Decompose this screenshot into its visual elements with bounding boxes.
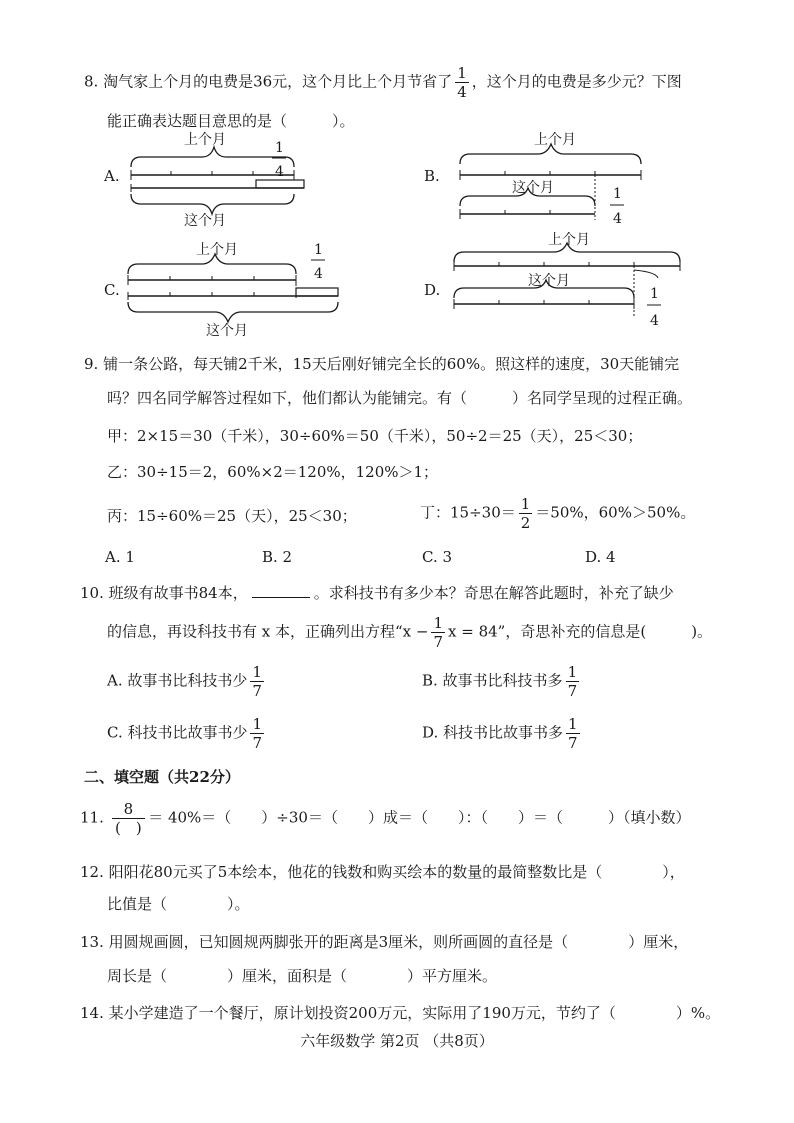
q8-option-b-top-label: 上个月 bbox=[534, 132, 576, 148]
q8-option-b-bottom-label: 这个月 bbox=[512, 180, 554, 196]
q8-option-a-diagram bbox=[100, 128, 320, 228]
q10-choice-c: C. 科技书比故事书少 $\frac{1}{7}$ bbox=[107, 715, 263, 752]
q9-choice-d: D. 4 bbox=[585, 548, 616, 566]
q8-line2: 能正确表达题目意思的是（ ）。 bbox=[107, 112, 355, 130]
q10-choice-a: A. 故事书比科技书少 $\frac{1}{7}$ bbox=[107, 663, 262, 700]
page-footer: 六年级数学 第2页 （共8页） bbox=[300, 1032, 494, 1050]
q11-line: 11. $\frac{8}{( )}$ ＝ 40%＝（ ）÷30＝（ ）成＝（ ）：（ ）＝（ ）（填小数） bbox=[80, 800, 691, 837]
q10-choice-d: D. 科技书比故事书多 $\frac{1}{7}$ bbox=[422, 715, 578, 752]
q13-line1: 13. 用圆规画圆，已知圆规两脚张开的距离是3厘米，则所画圆的直径是（ ）厘米， bbox=[80, 933, 689, 951]
q8-option-a-bottom-label: 这个月 bbox=[184, 213, 226, 228]
q12-line1: 12. 阳阳花80元买了5本绘本，他花的钱数和购买绘本的数量的最简整数比是（ ）， bbox=[80, 863, 685, 881]
q8-option-b-letter: B. bbox=[424, 167, 440, 185]
svg-text:4: 4 bbox=[275, 164, 284, 180]
q8-option-c-diagram bbox=[100, 238, 340, 343]
q10-blank bbox=[252, 583, 310, 598]
svg-text:1: 1 bbox=[650, 286, 659, 302]
svg-text:1: 1 bbox=[613, 186, 622, 202]
q9-bing: 丙：15÷60%＝25（天），25＜30； bbox=[107, 507, 357, 525]
q8-option-c-letter: C. bbox=[104, 281, 120, 299]
q9-ding: 丁：15÷30＝ $\frac{1}{2}$ ＝50%，60%＞50%。 bbox=[420, 495, 696, 532]
q9-line1: 9. 铺一条公路，每天铺2千米，15天后刚好铺完全长的60%。照这样的速度，30天能铺完 bbox=[84, 355, 680, 373]
q14-line1: 14. 某小学建造了一个餐厅，原计划投资200万元，实际用了190万元，节约了（ ）%。 bbox=[80, 1004, 721, 1022]
q8-option-c-top-label: 上个月 bbox=[196, 242, 238, 258]
q9-choice-b: B. 2 bbox=[262, 548, 293, 566]
q9-choice-a: A. 1 bbox=[105, 548, 135, 566]
q10-choice-b: B. 故事书比科技书多 $\frac{1}{7}$ bbox=[422, 663, 578, 700]
q9-line2: 吗？四名同学解答过程如下，他们都认为能铺完。有（ ）名同学呈现的过程正确。 bbox=[107, 389, 693, 407]
q9-jia: 甲：2×15＝30（千米），30÷60%＝50（千米），50÷2＝25（天），25＜30； bbox=[107, 427, 643, 445]
q13-line2: 周长是（ ）厘米，面积是（ ）平方厘米。 bbox=[107, 967, 498, 985]
q8-option-d-diagram bbox=[420, 228, 690, 332]
q8-fraction: $\frac{1}{4}$ bbox=[457, 64, 467, 101]
q8-option-d-top-label: 上个月 bbox=[548, 232, 590, 248]
q8-option-a-letter: A. bbox=[104, 167, 120, 185]
svg-text:4: 4 bbox=[650, 313, 659, 329]
section-heading: 二、填空题（共22分） bbox=[84, 768, 240, 786]
q10-line1: 10. 班级有故事书84本， 。求科技书有多少本？奇思在解答此题时，补充了缺少 bbox=[80, 584, 674, 602]
q8-option-b-diagram bbox=[420, 128, 660, 233]
q8-option-d-letter: D. bbox=[424, 281, 441, 299]
q8-option-d-bottom-label: 这个月 bbox=[528, 273, 570, 289]
q12-line2: 比值是（ ）。 bbox=[107, 895, 250, 913]
q8-option-c-bottom-label: 这个月 bbox=[206, 323, 248, 339]
q8-option-a-top-label: 上个月 bbox=[184, 132, 226, 148]
q8-line1: 8. 淘气家上个月的电费是36元，这个月比上个月节省了 $\frac{1}{4}$ ，这个月的电费是多少元？下图 bbox=[84, 64, 682, 101]
q9-choice-c: C. 3 bbox=[422, 548, 453, 566]
q9-yi: 乙：30÷15＝2，60%×2＝120%，120%＞1； bbox=[107, 463, 439, 481]
svg-text:4: 4 bbox=[314, 266, 323, 282]
svg-text:1: 1 bbox=[275, 140, 284, 156]
svg-text:4: 4 bbox=[613, 211, 622, 227]
q10-line2: 的信息，再设科技书有 x 本，正确列出方程“x − $\frac{1}{7}$ x = 84”，奇思补充的信息是( )。 bbox=[107, 614, 713, 651]
svg-text:1: 1 bbox=[314, 242, 323, 258]
